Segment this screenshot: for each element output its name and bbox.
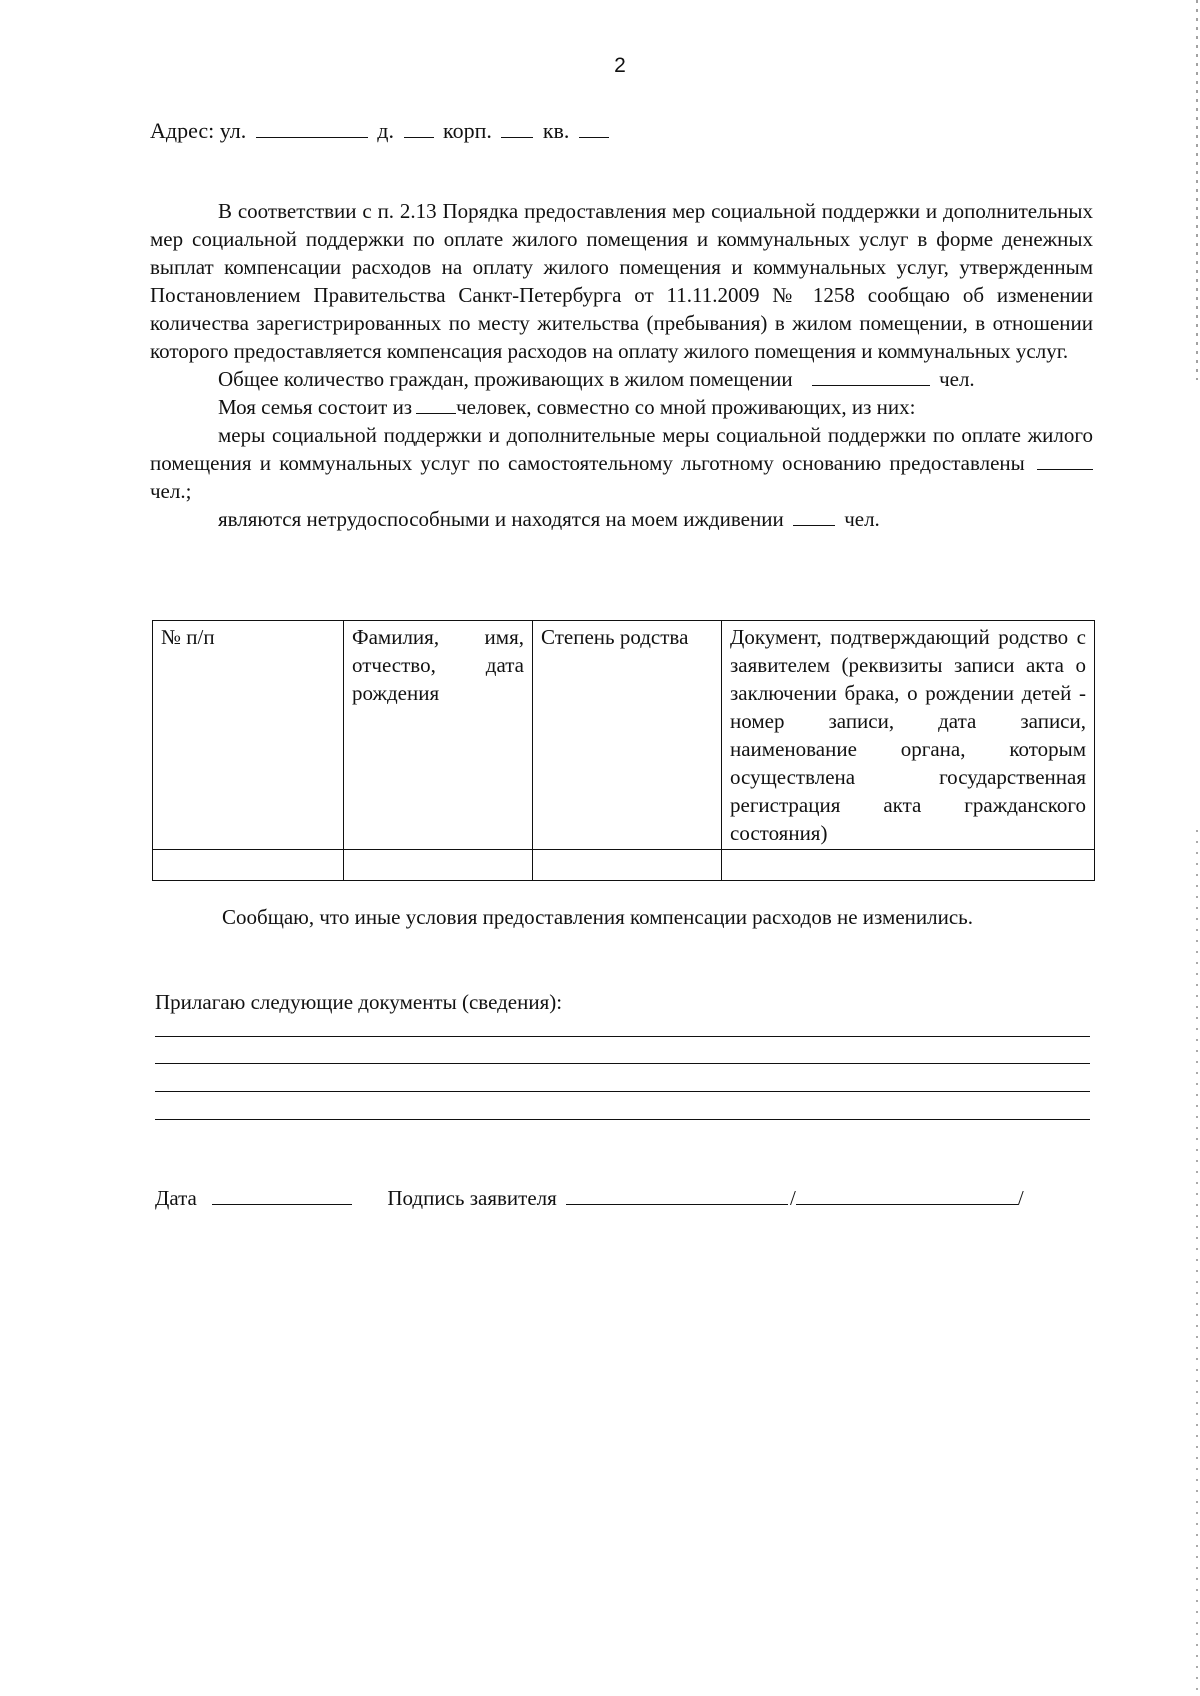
statement-paragraph: В соответствии с п. 2.13 Порядка предоставления мер социальной поддержки и дополнительных мер социальной поддержки по оплате жилого помещения и коммунальных услуг в форме денежных выплат компенсации расходов на оплату жилого помещения и коммунальных услуг, утвержденным Постановлением Правительства Санкт-Петербурга от 11.11.2009 № 1258 сообщаю об изменении количества зарегистрированных по месту жительства (пребывания) в жилом помещении, в отношении которого предоставляется компенсация расходов на оплату жилого помещения и коммунальных услуг.: [150, 199, 1093, 363]
scan-edge-marks: [1196, 0, 1198, 1696]
signature-name-field[interactable]: [796, 1186, 1018, 1205]
dependents-line: [150, 505, 1093, 533]
address-apartment-label: кв.: [542, 118, 570, 143]
family-members-table: [152, 620, 1095, 881]
header-relationship: Степень родства: [533, 621, 722, 850]
address-building-label: корп.: [443, 118, 492, 143]
street-field[interactable]: [256, 119, 368, 138]
date-field[interactable]: [212, 1186, 352, 1205]
table-header-row: [153, 621, 1095, 850]
house-field[interactable]: [404, 119, 434, 138]
residents-count-line: [150, 365, 1093, 393]
address-line: [150, 118, 613, 144]
cell-number[interactable]: [153, 850, 344, 881]
header-number: № п/п: [153, 621, 344, 850]
date-label: Дата: [155, 1186, 197, 1210]
attachment-line-2[interactable]: [155, 1063, 1090, 1064]
address-house-label: д.: [377, 118, 394, 143]
apartment-field[interactable]: [579, 119, 609, 138]
attachment-line-1[interactable]: [155, 1036, 1090, 1037]
attachment-line-4[interactable]: [155, 1119, 1090, 1120]
cell-full-name[interactable]: [344, 850, 533, 881]
header-document: Документ, подтверждающий родство с заявителем (реквизиты записи акта о заключении брака, о рождении детей - номер записи, дата записи, наименование органа, которым осуществлена государственная регистрация акта гражданского состояния): [722, 621, 1095, 850]
family-table-wrap: [152, 620, 1095, 881]
residents-count-unit: чел.: [939, 367, 975, 391]
cell-document[interactable]: [722, 850, 1095, 881]
family-size-label: Моя семья состоит из: [218, 395, 413, 419]
family-size-field[interactable]: [416, 395, 456, 414]
signature-end: /: [1017, 1186, 1024, 1210]
unchanged-conditions-text: Сообщаю, что иные условия предоставления компенсации расходов не изменились.: [222, 905, 973, 929]
residents-count-field[interactable]: [812, 367, 930, 386]
statement-body: [150, 197, 1093, 533]
dependents-count-field[interactable]: [793, 507, 835, 526]
dependents-count-unit: чел.: [844, 507, 880, 531]
signature-row: [155, 1186, 1024, 1211]
attachments-title: Прилагаю следующие документы (сведения):: [155, 990, 563, 1014]
residents-count-label: Общее количество граждан, проживающих в жилом помещении: [218, 367, 793, 391]
benefits-label: меры социальной поддержки и дополнительные меры социальной поддержки по оплате жилого помещения и коммунальных услуг по самостоятельному льготному основанию предоставлены: [150, 423, 1093, 475]
cell-relationship[interactable]: [533, 850, 722, 881]
family-size-line: [150, 393, 1093, 421]
dependents-label: являются нетрудоспособными и находятся на моем иждивении: [218, 507, 784, 531]
signature-label: Подпись заявителя: [387, 1186, 557, 1210]
attachment-line-3[interactable]: [155, 1091, 1090, 1092]
benefits-count-unit: чел.;: [150, 479, 192, 503]
header-full-name: Фамилия, имя, отчество, дата рождения: [344, 621, 533, 850]
address-street-label: Адрес: ул.: [150, 118, 247, 143]
family-size-suffix: человек, совместно со мной проживающих, из них:: [456, 395, 916, 419]
page-number: 2: [614, 54, 626, 77]
benefits-count-field[interactable]: [1037, 451, 1093, 470]
table-row: [153, 850, 1095, 881]
building-field[interactable]: [501, 119, 533, 138]
benefits-line: [150, 421, 1093, 505]
signature-field[interactable]: [566, 1186, 788, 1205]
signature-separator: /: [790, 1186, 796, 1210]
